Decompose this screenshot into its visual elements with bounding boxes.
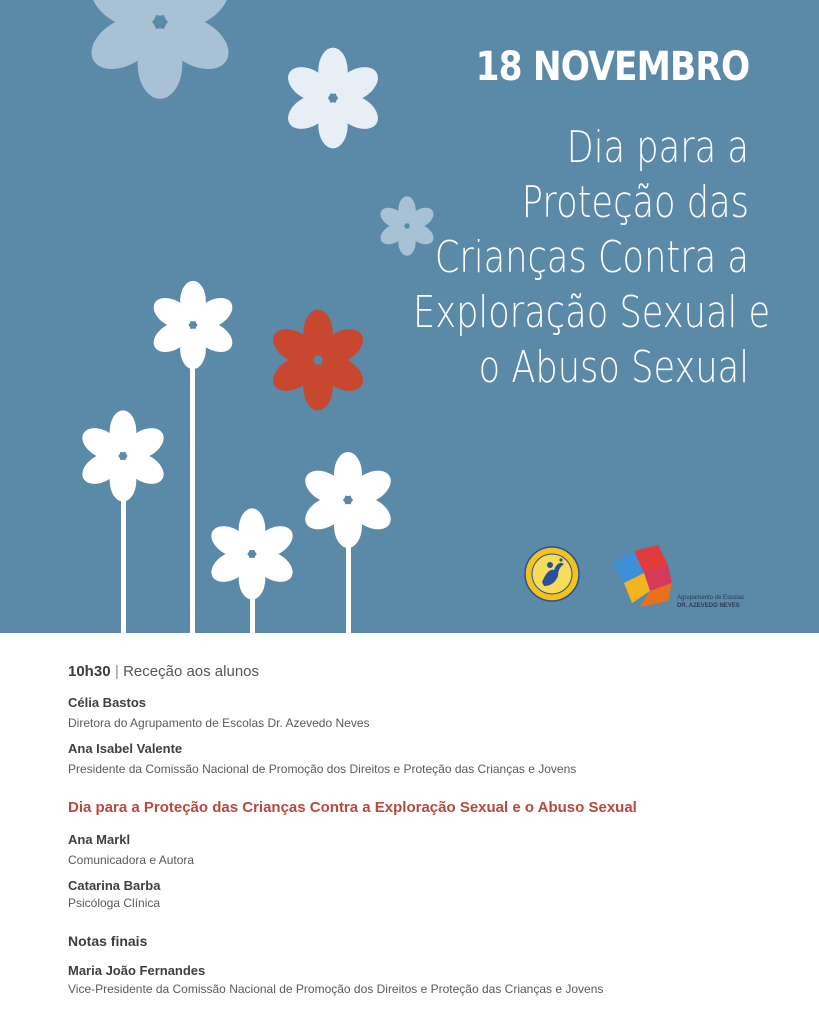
flower-icon	[148, 281, 237, 369]
speaker-role: Presidente da Comissão Nacional de Promoção dos Direitos e Proteção das Crianças e Jovens	[68, 762, 577, 776]
title-line: Proteção das	[521, 177, 749, 228]
speaker-name: Ana Markl	[68, 832, 131, 847]
commission-seal-icon	[524, 546, 580, 602]
flower-icon	[299, 452, 396, 548]
flower-icon	[206, 508, 298, 599]
flower-icon	[82, 0, 237, 99]
speaker-name: Célia Bastos	[68, 695, 147, 710]
flower-stem	[190, 330, 195, 633]
notes-title: Notas finais	[68, 933, 148, 949]
speaker-role: Diretora do Agrupamento de Escolas Dr. Azevedo Neves	[68, 716, 370, 730]
title-line: Dia para a	[566, 122, 749, 173]
school-name: Agrupamento de Escolas DR. AZEVEDO NEVES	[677, 595, 745, 609]
speaker-name: Catarina Barba	[68, 878, 161, 893]
speaker-role: Psicóloga Clínica	[68, 896, 161, 910]
event-title	[329, 120, 771, 395]
title-line: Exploração Sexual e	[413, 287, 771, 338]
time-slot: 10h30 | Receção aos alunos	[68, 663, 260, 680]
title-line: Crianças Contra a	[434, 232, 749, 283]
flower-icon	[77, 410, 169, 501]
speaker-role: Vice-Presidente da Comissão Nacional de Promoção dos Direitos e Proteção das Crianças e Jovens	[68, 982, 604, 996]
event-date: 18 NOVEMBRO	[475, 44, 749, 90]
title-line: o Abuso Sexual	[478, 342, 749, 393]
speaker-role: Comunicadora e Autora	[68, 853, 195, 867]
speaker-name: Maria João Fernandes	[68, 963, 206, 978]
speaker-name: Ana Isabel Valente	[68, 741, 183, 756]
time-label: Receção aos alunos	[123, 663, 260, 680]
flower-stem	[121, 480, 126, 633]
time-value: 10h30	[68, 663, 111, 680]
section-title: Dia para a Proteção das Crianças Contra a Exploração Sexual e o Abuso Sexual	[68, 799, 637, 816]
